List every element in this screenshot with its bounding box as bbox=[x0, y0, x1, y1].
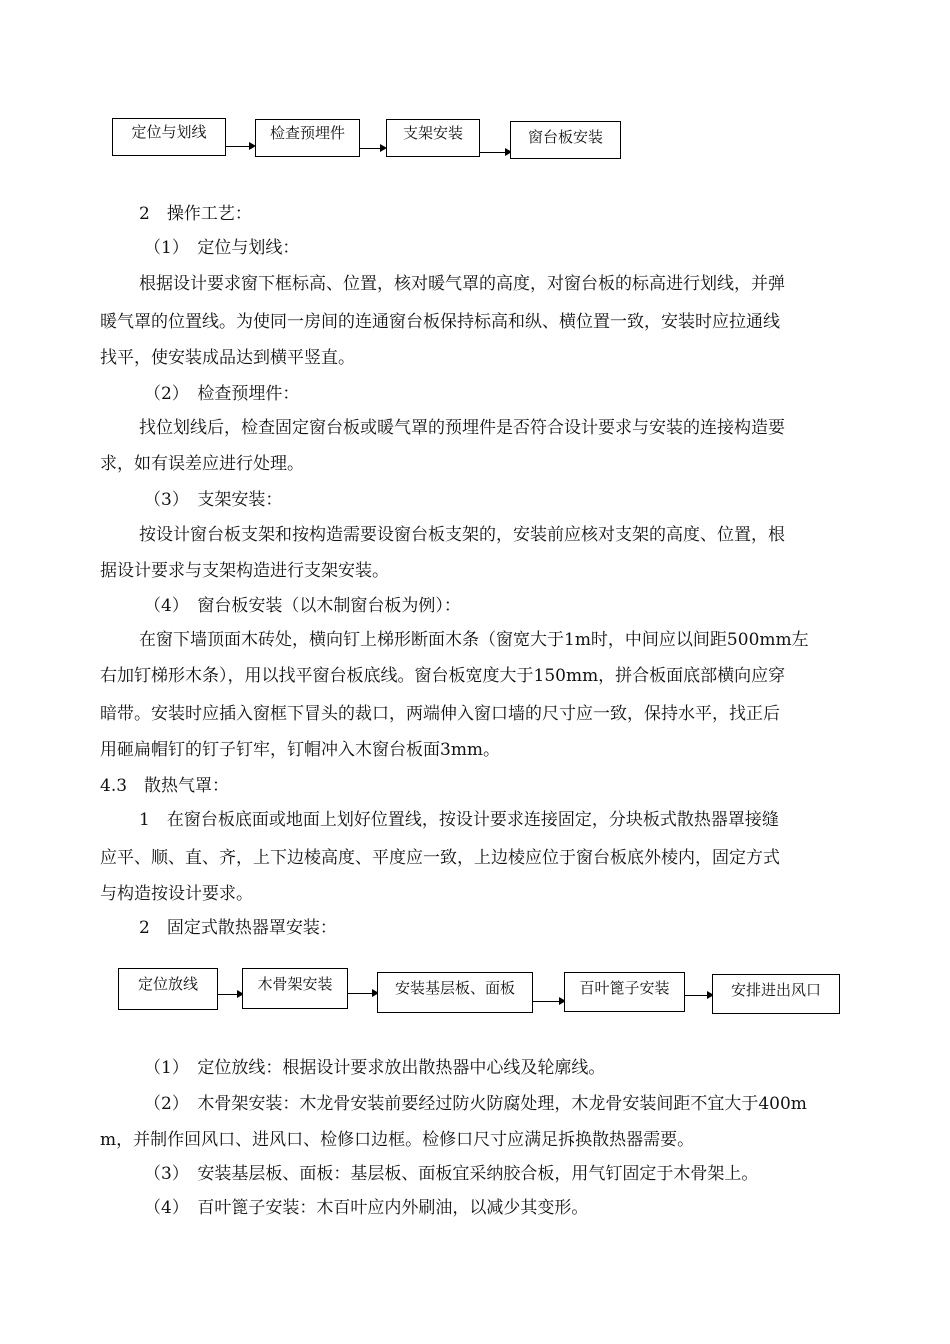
list-item: （3） 安装基层板、面板：基层板、面板宜采纳胶合板，用气钉固定于木骨架上。 bbox=[144, 1164, 759, 1184]
flow2-step-4: 百叶篦子安装 bbox=[564, 972, 685, 1012]
flow1-step-3: 支架安装 bbox=[386, 119, 480, 157]
section-heading: 2 操作工艺： bbox=[139, 204, 252, 224]
flow2-step-1: 定位放线 bbox=[118, 968, 218, 1010]
paragraph-line: 据设计要求与支架构造进行支架安装。 bbox=[100, 561, 389, 581]
flow1-arrow-1 bbox=[226, 146, 254, 147]
list-item: （4） 百叶篦子安装：木百叶应内外刷油，以减少其变形。 bbox=[144, 1198, 589, 1218]
flow2-arrow-2 bbox=[348, 993, 377, 994]
paragraph-line: 用砸扁帽钉的钉子钉牢，钉帽冲入木窗台板面3mm。 bbox=[100, 740, 501, 760]
paragraph-line: 与构造按设计要求。 bbox=[100, 884, 253, 904]
paragraph-line: 暗带。安装时应插入窗框下冒头的裁口，两端伸入窗口墙的尺寸应一致，保持水平，找正后 bbox=[100, 704, 780, 724]
paragraph-line: 1 在窗台板底面或地面上划好位置线，按设计要求连接固定，分块板式散热器罩接缝 bbox=[139, 810, 779, 830]
paragraph-line: 暖气罩的位置线。为使同一房间的连通窗台板保持标高和纵、横位置一致，安装时应拉通线 bbox=[100, 312, 780, 332]
paragraph-line: 在窗下墙顶面木砖处，横向钉上梯形断面木条（窗宽大于1m时，中间应以间距500mm左 bbox=[139, 630, 809, 650]
flow2-step-5: 安排进出风口 bbox=[712, 974, 840, 1014]
flow1-step-4: 窗台板安装 bbox=[510, 121, 621, 159]
list-item: （2） 木骨架安装：木龙骨安装前要经过防火防腐处理，木龙骨安装间距不宜大于400m bbox=[144, 1094, 807, 1114]
subheading: （4） 窗台板安装（以木制窗台板为例）： bbox=[144, 596, 461, 616]
section-heading: 2 固定式散热器罩安装： bbox=[139, 918, 337, 938]
section-heading: 4.3 散热气罩： bbox=[100, 776, 230, 796]
paragraph-line: 求，如有误差应进行处理。 bbox=[100, 454, 304, 474]
paragraph-line: m，并制作回风口、进风口、检修口边框。检修口尺寸应满足拆换散热器需要。 bbox=[100, 1130, 695, 1150]
paragraph-line: 按设计窗台板支架和按构造需要设窗台板支架的，安装前应核对支架的高度、位置，根 bbox=[139, 525, 785, 545]
paragraph-line: 找位划线后，检查固定窗台板或暖气罩的预埋件是否符合设计要求与安装的连接构造要 bbox=[139, 418, 785, 438]
flow2-arrow-3 bbox=[533, 1001, 564, 1002]
flow1-arrow-3 bbox=[480, 152, 510, 153]
subheading: （2） 检查预埋件： bbox=[144, 384, 300, 404]
paragraph-line: 根据设计要求窗下框标高、位置，核对暖气罩的高度，对窗台板的标高进行划线，并弹 bbox=[139, 274, 785, 294]
flow2-step-3: 安装基层板、面板 bbox=[377, 972, 533, 1013]
flow1-step-1: 定位与划线 bbox=[112, 118, 226, 156]
flow2-arrow-4 bbox=[685, 995, 712, 996]
paragraph-line: 应平、顺、直、齐，上下边棱高度、平度应一致，上边棱应位于窗台板底外棱内，固定方式 bbox=[100, 848, 780, 868]
list-item: （1） 定位放线：根据设计要求放出散热器中心线及轮廓线。 bbox=[144, 1058, 606, 1078]
subheading: （1） 定位与划线： bbox=[144, 238, 300, 258]
subheading: （3） 支架安装： bbox=[144, 490, 283, 510]
flow2-step-2: 木骨架安装 bbox=[242, 968, 348, 1009]
paragraph-line: 找平，使安装成品达到横平竖直。 bbox=[100, 348, 355, 368]
flow2-arrow-1 bbox=[218, 994, 242, 995]
paragraph-line: 右加钉梯形木条），用以找平窗台板底线。窗台板宽度大于150mm，拼合板面底部横向应穿 bbox=[100, 666, 786, 686]
flow1-step-2: 检查预埋件 bbox=[255, 119, 360, 157]
flow1-arrow-2 bbox=[360, 148, 385, 149]
